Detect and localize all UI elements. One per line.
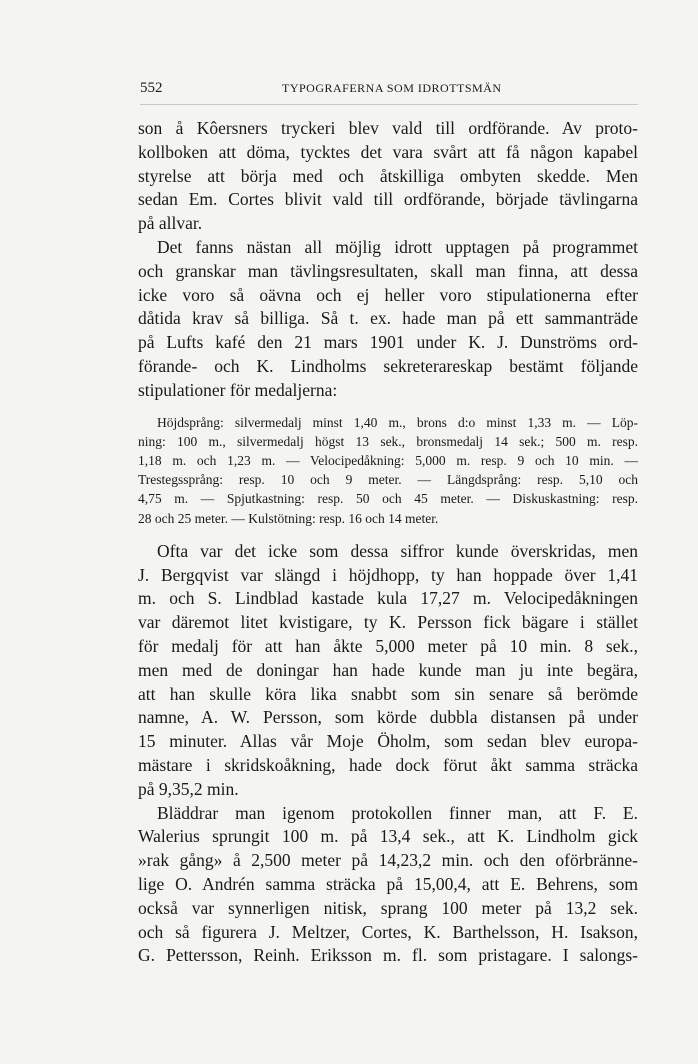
text-line: för medalj för att han åkte 5,000 meter på 10 min. 8 sek., bbox=[138, 635, 638, 656]
paragraph-2 bbox=[138, 236, 638, 403]
text-line: att han skulle köra lika snabbt som sin senare så berömde bbox=[138, 683, 638, 704]
text-line: 28 och 25 meter. — Kulstötning: resp. 16 och 14 meter. bbox=[138, 510, 439, 526]
text-line: sedan Em. Cortes blivit vald till ordförande, började tävlingarna bbox=[138, 189, 638, 210]
paragraph-4 bbox=[138, 802, 638, 969]
text-line: m. och S. Lindblad kastade kula 17,27 m. Velocipedåkningen bbox=[138, 588, 638, 609]
page-number: 552 bbox=[140, 80, 163, 96]
text-line: styrelse att börja med och åtskilliga ombyten skedde. Men bbox=[138, 165, 638, 186]
text-line: 4,75 m. — Spjutkastning: resp. 50 och 45 meter. — Diskuskastning: resp. bbox=[138, 491, 638, 507]
text-line: Det fanns nästan all möjlig idrott upptagen på programmet bbox=[157, 236, 638, 257]
header-rule bbox=[140, 104, 638, 105]
text-line: på 9,35,2 min. bbox=[138, 778, 239, 799]
text-line: Walerius sprungit 100 m. på 13,4 sek., att K. Lindholm gick bbox=[138, 826, 638, 847]
text-line: dåtida krav så billiga. Så t. ex. hade man på ett sammanträde bbox=[138, 308, 638, 329]
text-line: 1,18 m. och 1,23 m. — Velocipedåkning: 5,000 m. resp. 9 och 10 min. — bbox=[138, 452, 638, 468]
page-header bbox=[140, 80, 638, 100]
text-line: J. Bergqvist var slängd i höjdhopp, ty han hoppade över 1,41 bbox=[138, 564, 638, 585]
text-line: kollboken att döma, tycktes det vara svårt att få någon kapabel bbox=[138, 141, 638, 162]
text-line: och så figurera J. Meltzer, Cortes, K. Barthelsson, H. Isakson, bbox=[138, 921, 638, 942]
text-line: 15 minuter. Allas vår Moje Öholm, som sedan blev europa- bbox=[138, 731, 638, 752]
text-line: på allvar. bbox=[138, 213, 203, 234]
medal-stipulations bbox=[138, 413, 638, 528]
text-line: »rak gång» å 2,500 meter på 14,23,2 min. och den oförbränne- bbox=[138, 850, 638, 871]
text-line: namne, A. W. Persson, som körde dubbla distansen på under bbox=[138, 707, 638, 728]
text-line: också var synnerligen nitisk, sprang 100 meter på 13,2 sek. bbox=[138, 897, 638, 918]
text-line: Trestegssprång: resp. 10 och 9 meter. — Längdsprång: resp. 5,10 och bbox=[138, 472, 638, 488]
text-line: son å Kôersners tryckeri blev vald till ordförande. Av proto- bbox=[138, 118, 638, 138]
text-line: Bläddrar man igenom protokollen finner man, att F. E. bbox=[157, 802, 638, 823]
text-line: Höjdsprång: silvermedalj minst 1,40 m., brons d:o minst 1,33 m. — Löp- bbox=[157, 414, 638, 430]
text-line: icke voro så oävna och ej heller voro stipulationerna efter bbox=[138, 284, 638, 305]
text-line: ning: 100 m., silvermedalj högst 13 sek., bronsmedalj 14 sek.; 500 m. resp. bbox=[138, 433, 638, 449]
text-line: var däremot litet kvistigare, ty K. Persson fick bägare i stället bbox=[138, 612, 638, 633]
text-line: på Lufts kafé den 21 mars 1901 under K. J. Dunströms ord- bbox=[138, 332, 638, 353]
text-line: Ofta var det icke som dessa siffror kunde överskridas, men bbox=[157, 540, 638, 561]
paragraph-1 bbox=[138, 117, 638, 236]
text-line: stipulationer för medaljerna: bbox=[138, 379, 338, 400]
running-title: TYPOGRAFERNA SOM IDROTTSMÄN bbox=[282, 81, 502, 95]
paragraph-3 bbox=[138, 540, 638, 802]
text-line: lige O. Andrén samma sträcka på 15,00,4, att E. Behrens, som bbox=[138, 873, 638, 894]
text-line: mästare i skridskoåkning, hade dock förut åkt samma sträcka bbox=[138, 754, 638, 775]
text-line: G. Pettersson, Reinh. Eriksson m. fl. som pristagare. I salongs- bbox=[138, 945, 638, 966]
body-text bbox=[138, 117, 638, 968]
text-line: och granskar man tävlingsresultaten, skall man finna, att dessa bbox=[138, 260, 638, 281]
text-line: förande- och K. Lindholms sekreterareskap bestämt följande bbox=[138, 355, 638, 376]
text-line: men med de doningar han hade kunde man ju inte begära, bbox=[138, 659, 638, 680]
